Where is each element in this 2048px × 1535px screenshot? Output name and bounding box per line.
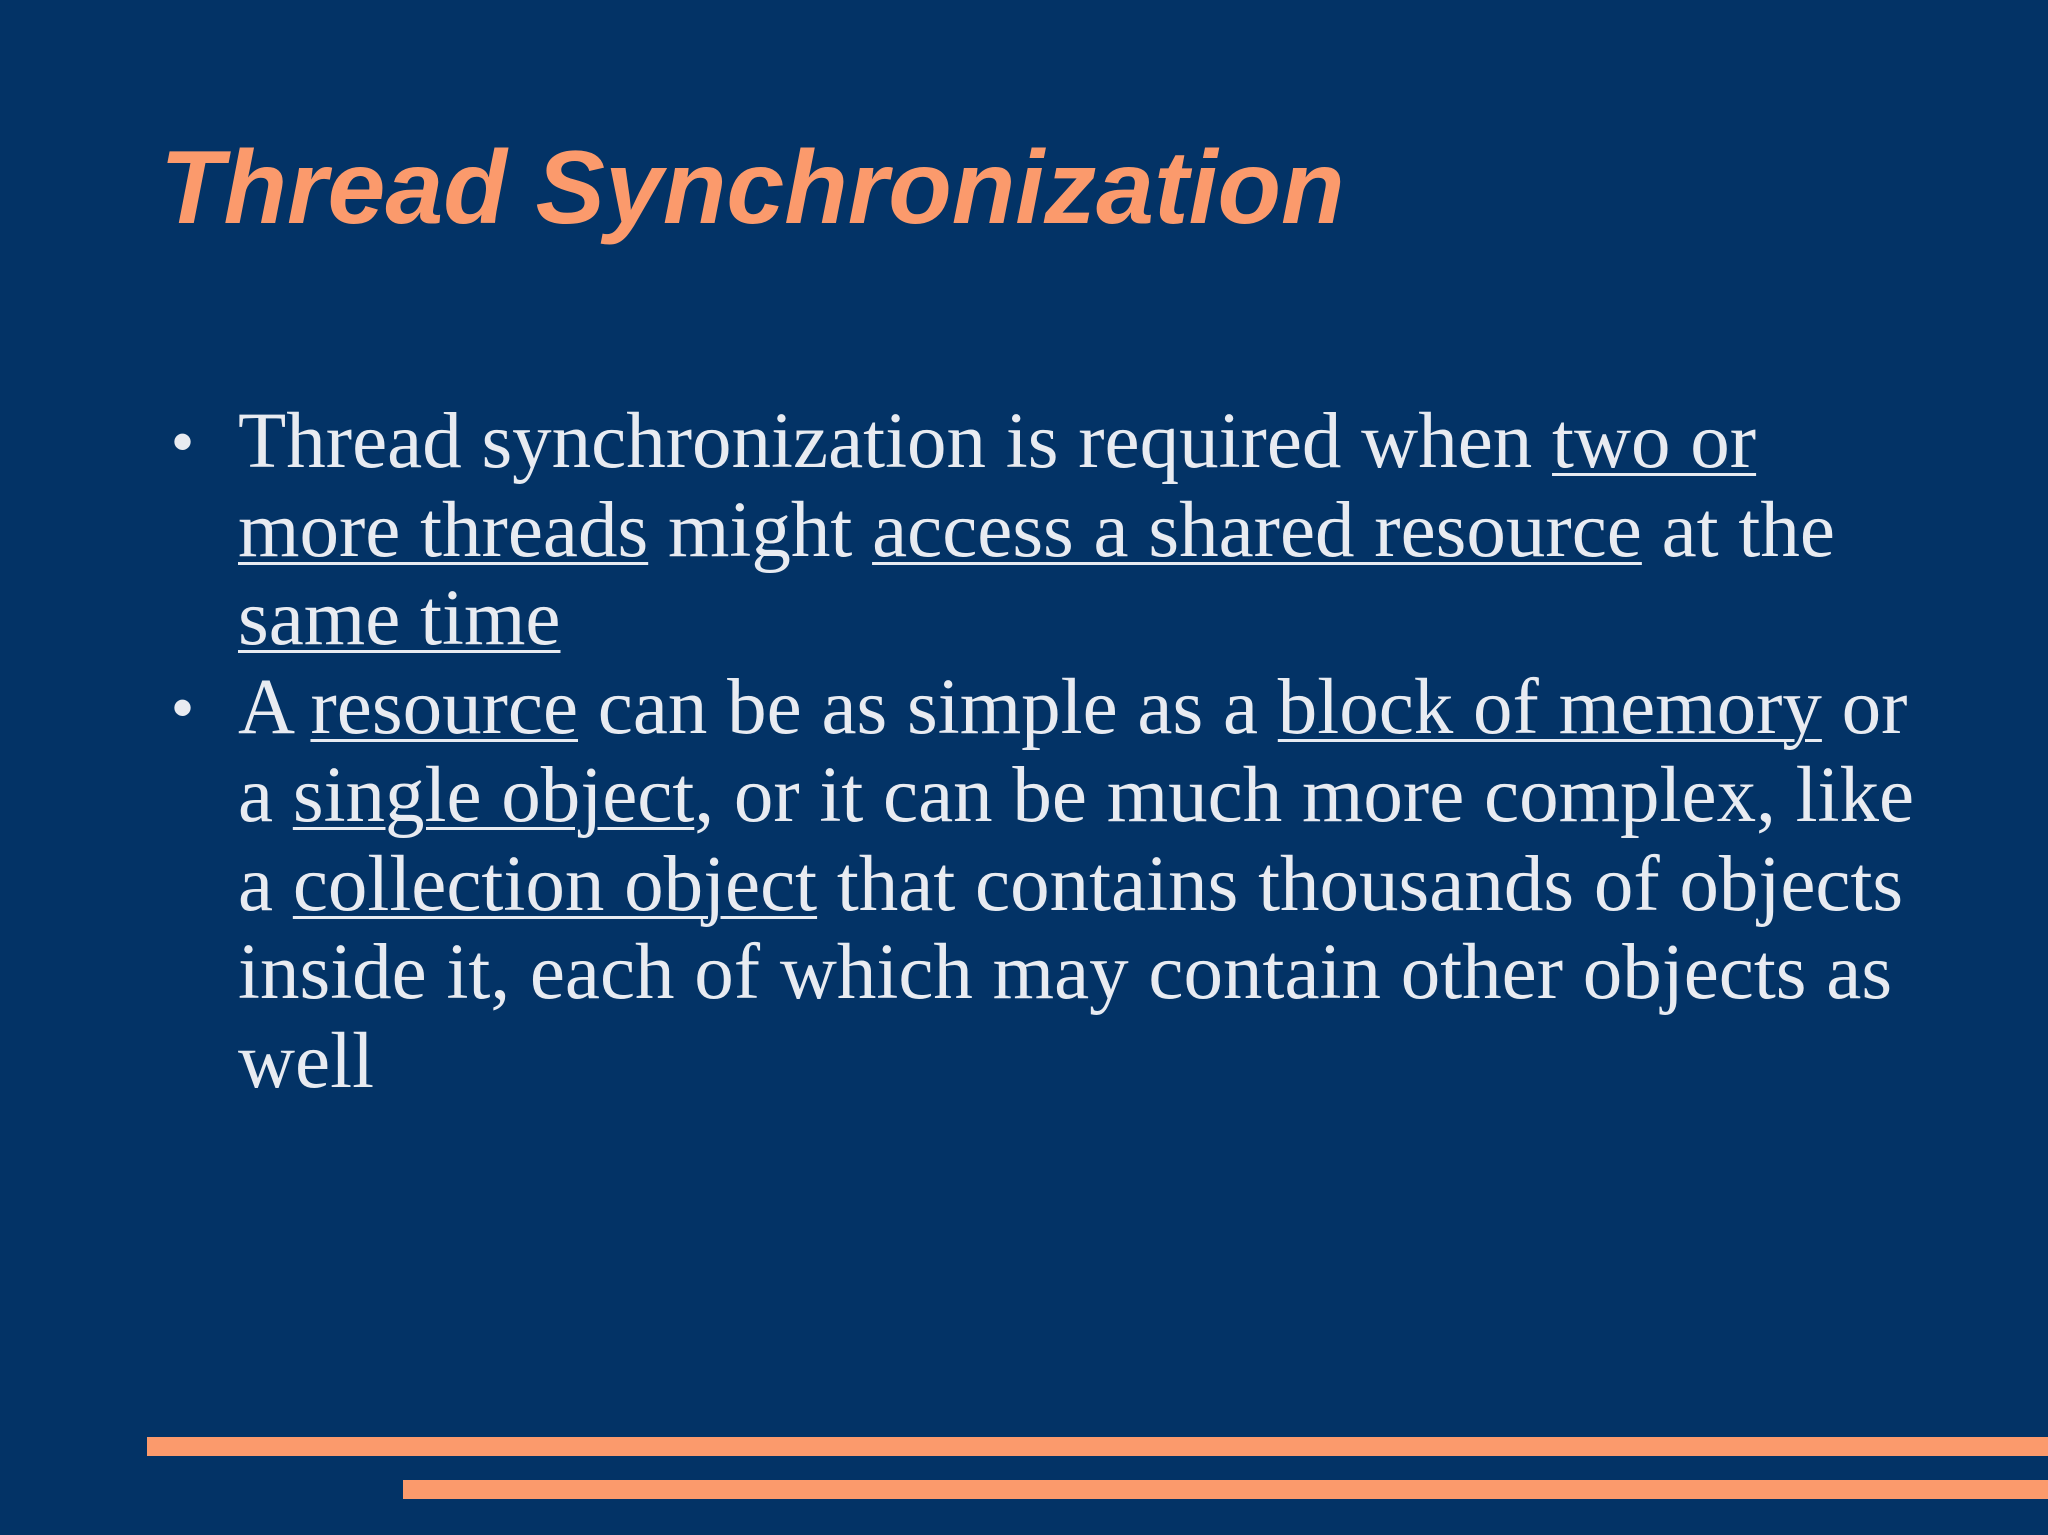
underlined-term: block of memory: [1277, 663, 1822, 751]
underlined-term: two or more threads: [238, 398, 1757, 574]
bullet-item: [0, 664, 1938, 1107]
bullet-dot-icon: •: [172, 673, 194, 741]
bullet-text-segment: that contains thousands of objects inside it, each of which may contain other objects as well: [238, 840, 1904, 1105]
bullet-text-segment: at the: [1641, 486, 1835, 574]
bullet-text-segment: Thread synchronization is required when: [238, 398, 1553, 485]
underlined-term: collection object: [292, 840, 818, 928]
underlined-term: single object: [292, 752, 695, 839]
bullet-list: [0, 398, 2048, 1106]
bullet-text-segment: , or it can be much more complex, like a: [238, 752, 1915, 928]
decorative-stripe-lower: [403, 1480, 2048, 1499]
bullet-dot-icon: •: [172, 408, 194, 475]
bullet-text-segment: A: [238, 663, 311, 751]
underlined-term: access a shared resource: [872, 486, 1642, 574]
underlined-term: resource: [310, 663, 579, 751]
bullet-text-segment: can be as simple as a: [578, 663, 1278, 751]
slide-title: Thread Synchronization: [160, 130, 1345, 246]
decorative-stripe-upper: [147, 1437, 2048, 1456]
bullet-item: [0, 398, 1938, 664]
bullet-text-segment: might: [648, 486, 873, 574]
underlined-term: same time: [238, 575, 561, 662]
bullet-text-segment: or a: [238, 663, 1908, 839]
